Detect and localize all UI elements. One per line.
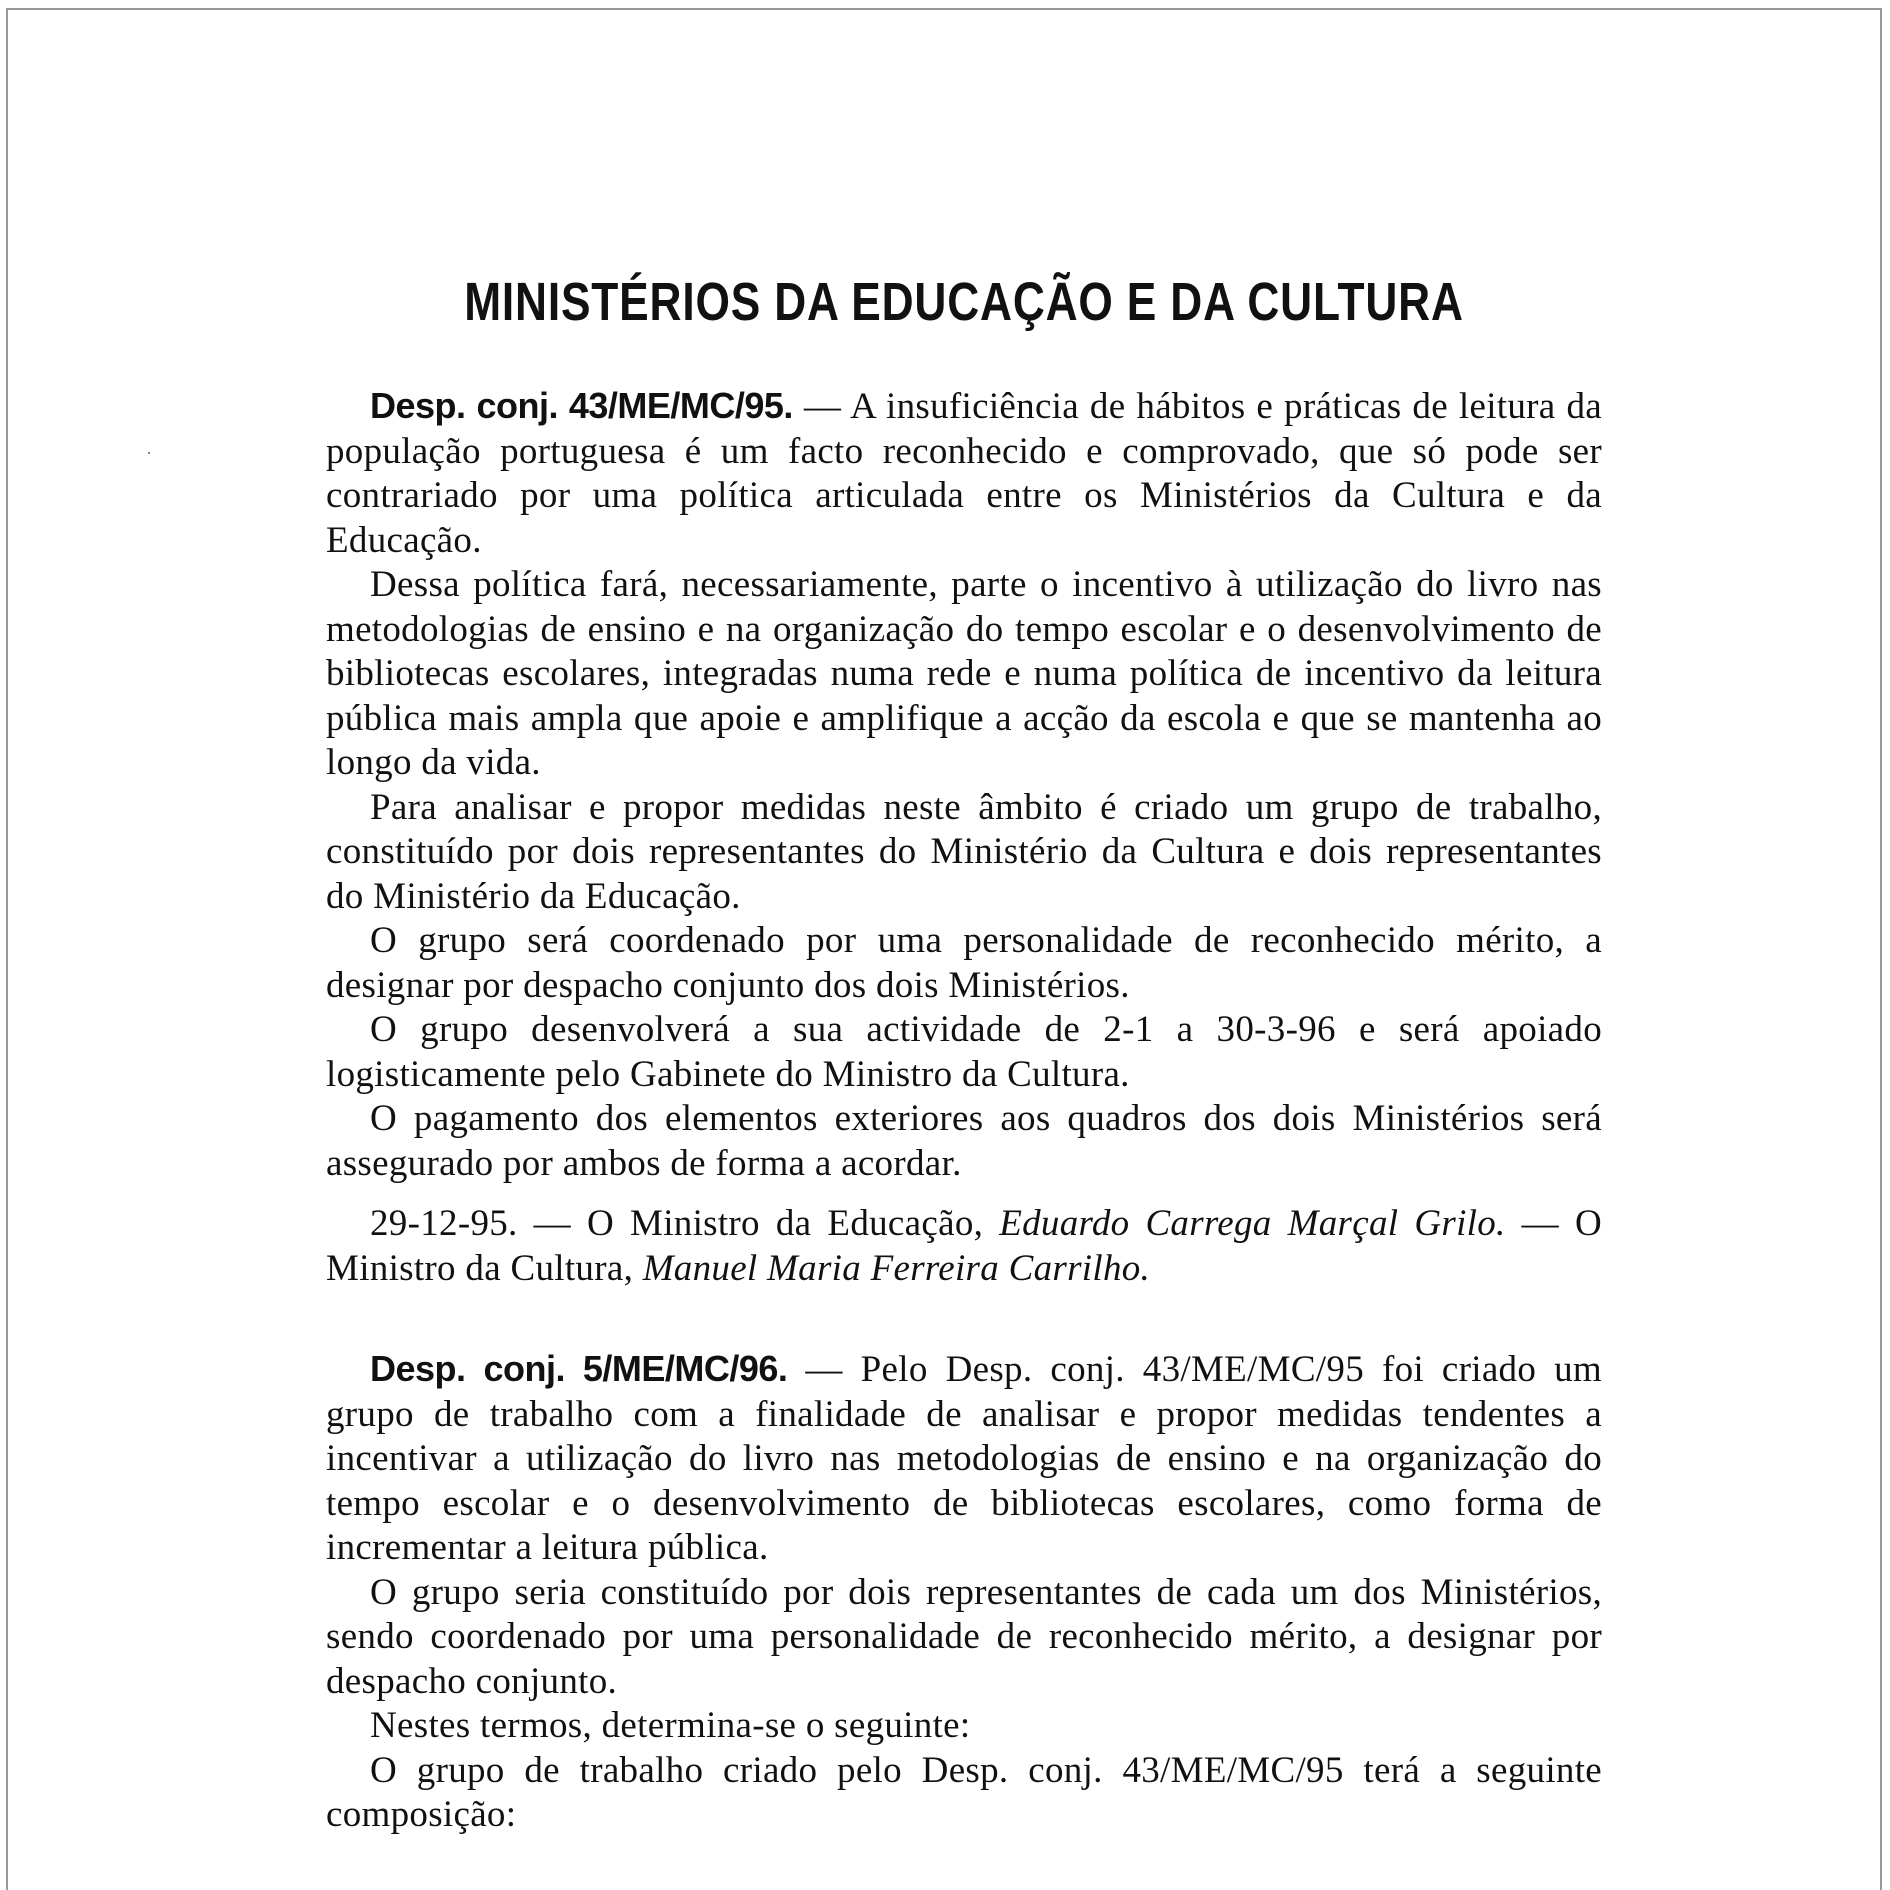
despacho-5-intro [326,1347,1602,1571]
despacho-5-paragraph-3: Nestes termos, determina-se o seguinte: [370,1705,971,1746]
signature-date: 29-12-95. [370,1203,518,1244]
document-body [326,262,1602,1838]
signature-role-culture: — O Ministro da Cultura, [326,1203,1602,1289]
despacho-5-heading: Desp. conj. 5/ME/MC/96. [370,1348,788,1389]
despacho-43-paragraph-6: O pagamento dos elementos exteriores aos quadros dos dois Ministérios será assegurado por ambos de forma a acordar. [326,1098,1602,1184]
ministry-title: MINISTÉRIOS DA EDUCAÇÃO E DA CULTURA [464,272,1464,332]
despacho-43-paragraph-3: Para analisar e propor medidas neste âmbito é criado um grupo de trabalho, constituído por dois representantes do Ministério da Cultura e dois representantes do Ministério da Educação. [326,786,1602,917]
despacho-5-paragraph-2: O grupo seria constituído por dois representantes de cada um dos Ministérios, sendo coordenado por uma personalidade de reconhecido mérito, a designar por despacho conjunto. [326,1571,1602,1702]
signature-name-education: Eduardo Carrega Marçal Grilo. [999,1203,1506,1244]
despacho-5-section [326,1347,1602,1838]
despacho-43-paragraph-4: O grupo será coordenado por uma personalidade de reconhecido mérito, a designar por despacho conjunto dos dois Ministérios. [326,920,1602,1006]
spacer [326,1186,1602,1202]
despacho-43-section [326,384,1602,1291]
despacho-43-signature [326,1202,1602,1291]
despacho-43-paragraph-5: O grupo desenvolverá a sua actividade de 2-1 a 30-3-96 e será apoiado logisticamente pelo Gabinete do Ministro da Cultura. [326,1009,1602,1095]
despacho-43-paragraph-1: — A insuficiência de hábitos e práticas de leitura da população portuguesa é um facto reconhecido e comprovado, que só pode ser contrariado por uma política articulada entre os Ministérios da Cultura e da Educação. [326,386,1602,561]
despacho-43-paragraph-2: Dessa política fará, necessariamente, parte o incentivo à utilização do livro nas metodologias de ensino e na organização do tempo escolar e o desenvolvimento de bibliotecas escolares, integradas numa rede e numa política de incentivo da leitura pública mais ampla que apoie e amplifique a acção da escola e que se mantenha ao longo da vida. [326,564,1602,783]
signature-name-culture: Manuel Maria Ferreira Carrilho. [642,1247,1151,1289]
signature-role-education: — O Ministro da Educação, [533,1203,984,1244]
scan-speck [148,452,150,454]
despacho-43-intro [326,384,1602,563]
despacho-5-paragraph-1: — Pelo Desp. conj. 43/ME/MC/95 foi criado um grupo de trabalho com a finalidade de analisar e propor medidas tendentes a incentivar a utilização do livro nas metodologias de ensino e na organização do tempo escolar e o desenvolvimento de bibliotecas escolares, como forma de incrementar a leitura pública. [326,1349,1602,1568]
section-spacer [326,1291,1602,1347]
despacho-5-paragraph-4: O grupo de trabalho criado pelo Desp. conj. 43/ME/MC/95 terá a seguinte composição: [326,1749,1602,1835]
despacho-43-heading: Desp. conj. 43/ME/MC/95. [370,385,793,426]
